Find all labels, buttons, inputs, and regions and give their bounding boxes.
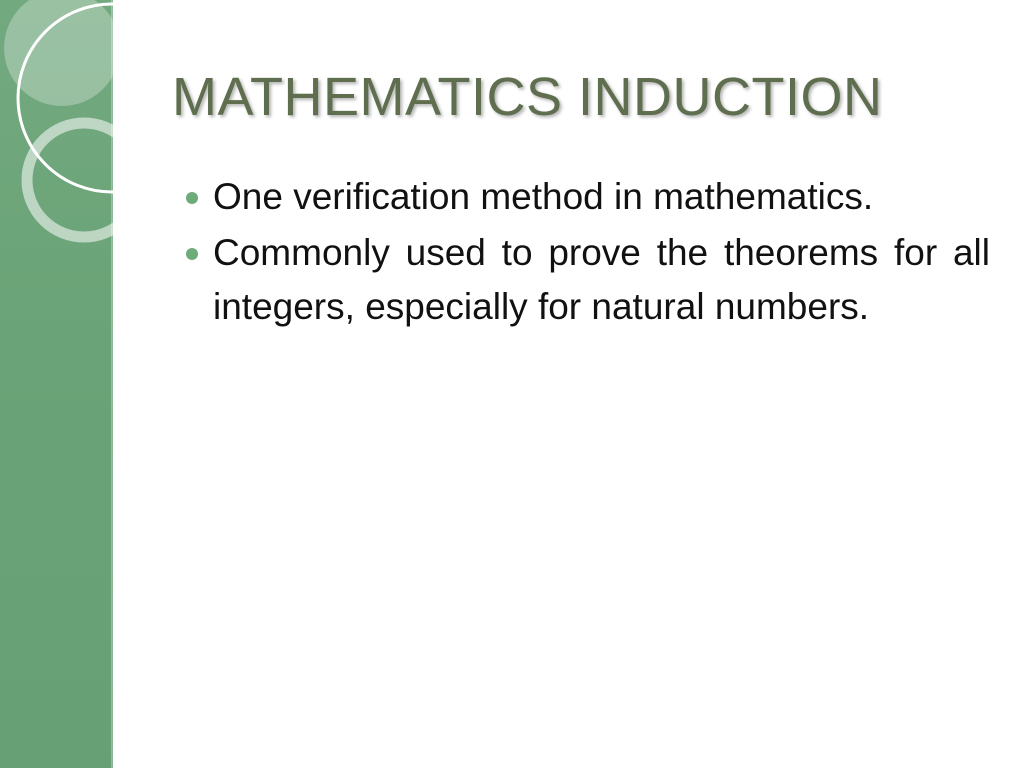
decorative-circles (0, 0, 140, 260)
bullet-item (186, 226, 990, 334)
bullet-dot-icon (186, 192, 198, 204)
decor-thick-ring (27, 123, 141, 237)
bullet-dot-icon (186, 248, 198, 260)
bullet-item (186, 170, 990, 224)
slide-title: MATHEMATICS INDUCTION (172, 67, 883, 127)
bullet-text: Commonly used to prove the theorems for all integers, especially for natural numbers. (213, 232, 990, 327)
bullet-list (186, 170, 990, 336)
bullet-text: One verification method in mathematics. (213, 176, 874, 217)
decor-filled-circle (4, 0, 120, 106)
